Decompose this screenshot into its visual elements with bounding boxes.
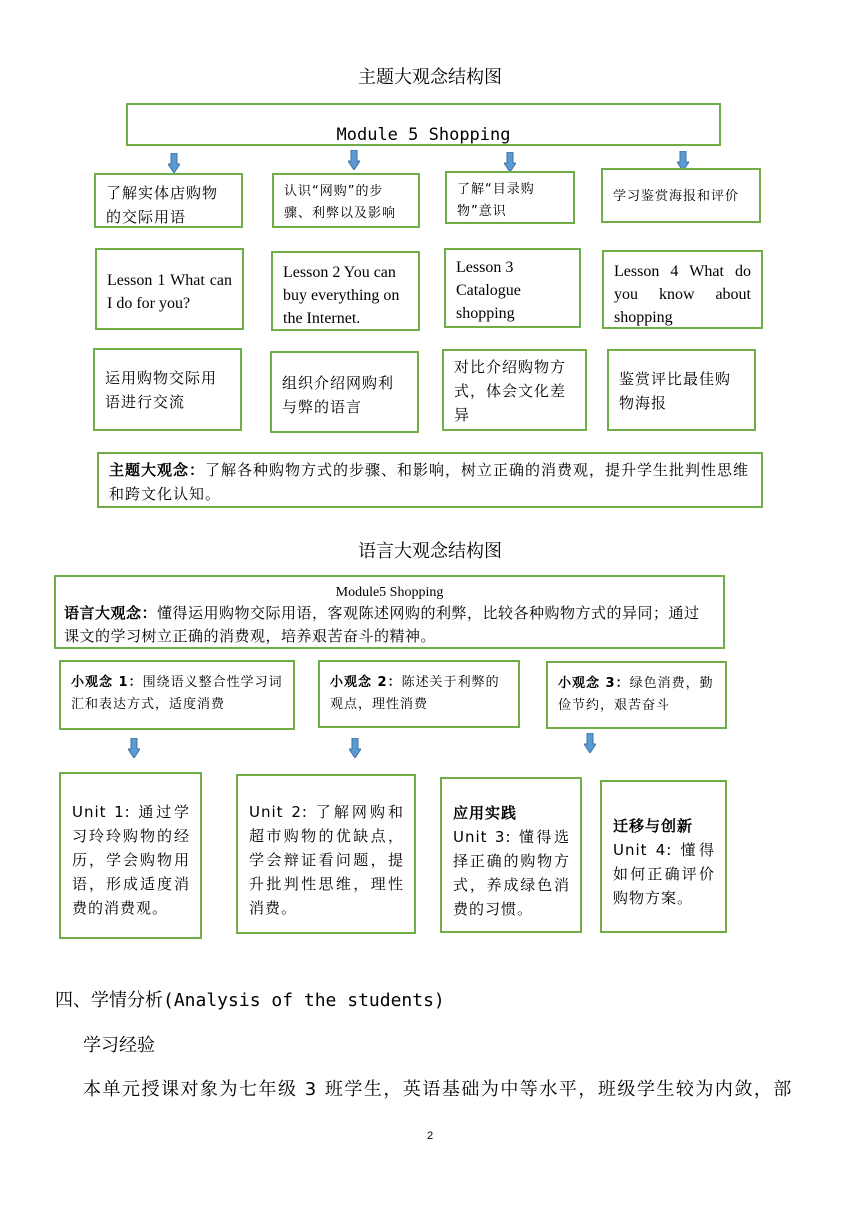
section-paragraph: 本单元授课对象为七年级 3 班学生，英语基础为中等水平，班级学生较为内敛，部: [83, 1079, 793, 1100]
theme-topic-box-1: 了解实体店购物的交际用语: [94, 173, 243, 228]
theme-big-idea-label: 主题大观念：: [109, 461, 206, 479]
theme-big-idea-text: 了解各种购物方式的步骤、和影响，树立正确的消费观，提升学生批判性思维和跨文化认知。: [109, 461, 750, 503]
down-arrow-icon: [168, 153, 180, 173]
language-big-idea-paragraph: [64, 602, 715, 648]
small-idea-label: 小观念 1：: [71, 675, 143, 690]
goal-box-3: 对比介绍购物方式，体会文化差异: [442, 349, 587, 431]
unit-box-4: [600, 780, 727, 933]
language-big-idea-box: [54, 575, 725, 649]
down-arrow-icon: [584, 733, 596, 753]
theme-diagram-title: 主题大观念结构图: [358, 67, 502, 88]
small-idea-box-1: [59, 660, 295, 730]
down-arrow-icon: [128, 738, 140, 758]
theme-topic-box-2: 认识“网购”的步骤、利弊以及影响: [272, 173, 420, 228]
theme-topic-box-3: 了解“目录购物”意识: [445, 171, 575, 224]
small-idea-text: 绿色消费，勤俭节约，艰苦奋斗: [558, 676, 714, 713]
small-idea-label: 小观念 2：: [330, 675, 402, 690]
small-idea-box-3: [546, 661, 727, 729]
page-number: 2: [426, 1130, 434, 1142]
theme-topic-box-4: 学习鉴赏海报和评价: [601, 168, 761, 223]
language-big-idea-text: 懂得运用购物交际用语，客观陈述网购的利弊，比较各种购物方式的异同；通过课文的学习树立正确的消费观，培养艰苦奋斗的精神。: [64, 604, 700, 645]
unit-heading: 迁移与创新: [613, 817, 694, 835]
theme-big-idea-box: [97, 452, 763, 508]
small-idea-text: 围绕语义整合性学习词汇和表达方式，适度消费: [71, 675, 283, 712]
unit-box-2: [236, 774, 416, 934]
unit-heading: 应用实践: [453, 804, 518, 822]
section-subheading: 学习经验: [83, 1035, 155, 1056]
unit-box-3: [440, 777, 582, 933]
lesson-box-3: Lesson 3 Catalogue shopping: [444, 248, 581, 328]
unit-text: Unit 4: 懂得如何正确评价购物方案。: [613, 841, 715, 907]
unit-text: Unit 2: 了解网购和超市购物的优缺点，学会辩证看问题，提升批判性思维，理性消费。: [249, 803, 404, 917]
lesson-box-4: Lesson 4 What do you know about shopping: [602, 250, 763, 329]
unit-text: Unit 3: 懂得选择正确的购物方式，养成绿色消费的习惯。: [453, 828, 570, 918]
language-big-idea-label: 语言大观念：: [64, 604, 158, 622]
small-idea-text: 陈述关于利弊的观点，理性消费: [330, 675, 500, 712]
goal-box-2: 组织介绍网购利与弊的语言: [270, 351, 419, 433]
down-arrow-icon: [349, 738, 361, 758]
unit-text: Unit 1: 通过学习玲玲购物的经历，学会购物用语，形成适度消费的消费观。: [72, 803, 190, 917]
language-module-label: Module5 Shopping: [335, 585, 444, 600]
small-idea-label: 小观念 3：: [558, 676, 630, 691]
small-idea-box-2: [318, 660, 520, 728]
unit-box-1: [59, 772, 202, 939]
theme-module-label: Module 5 Shopping: [336, 125, 511, 145]
down-arrow-icon: [348, 150, 360, 170]
goal-box-1: 运用购物交际用语进行交流: [93, 348, 242, 431]
lesson-box-2: Lesson 2 You can buy everything on the Internet.: [271, 251, 420, 331]
down-arrow-icon: [504, 152, 516, 172]
theme-module-box: [126, 103, 721, 146]
section-heading: 四、学情分析(Analysis of the students): [55, 990, 445, 1011]
goal-box-4: 鉴赏评比最佳购物海报: [607, 349, 756, 431]
language-diagram-title: 语言大观念结构图: [358, 541, 502, 562]
lesson-box-1: Lesson 1 What can I do for you?: [95, 248, 244, 330]
